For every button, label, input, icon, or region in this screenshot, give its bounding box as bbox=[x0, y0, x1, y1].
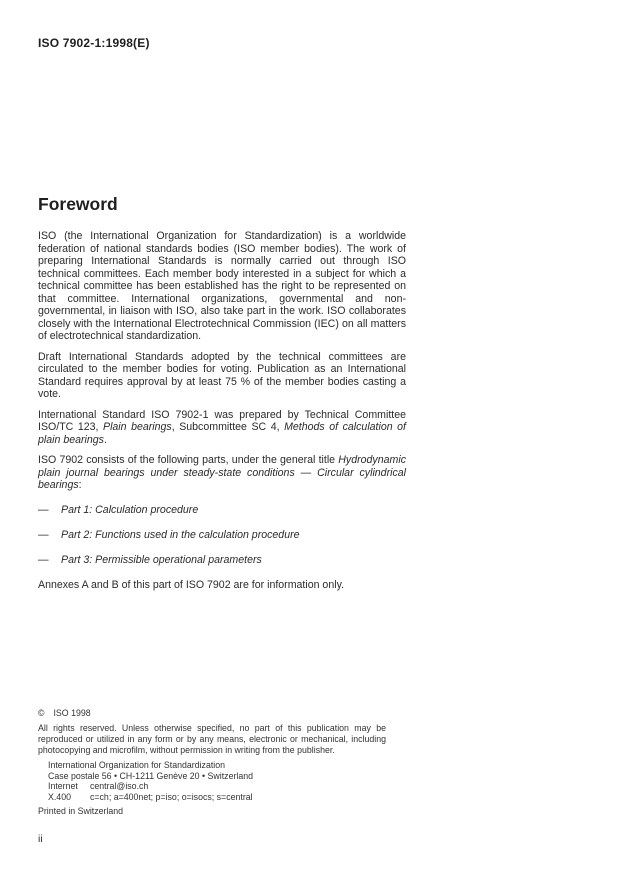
internet-contact-row bbox=[48, 781, 390, 792]
x400-label: X.400 bbox=[48, 792, 71, 803]
em-dash: — bbox=[38, 528, 49, 541]
part-title: Part 2: Functions used in the calculation procedure bbox=[61, 528, 300, 541]
list-item-part-2 bbox=[38, 529, 406, 542]
document-reference: ISO 7902-1:1998(E) bbox=[38, 36, 150, 50]
parts-list bbox=[38, 504, 406, 567]
publisher-organization: International Organization for Standardization bbox=[48, 759, 226, 770]
copyright-footer bbox=[38, 708, 390, 817]
foreword-paragraph-2: Draft International Standards adopted by the technical committees are circulated to the member bodies for voting. Publication as an International Standard requires approval by at least 75 % of the member bodies casting a vote. bbox=[38, 350, 406, 400]
foreword-paragraph-1: ISO (the International Organization for Standardization) is a worldwide federation of national standards bodies (ISO member bodies). The work of preparing International Standards is normally carried out through ISO technical committees. Each member body interested in a subject for which a technical committee has been established has the right to be represented on that committee. International organizations, governmental and non-governmental, in liaison with ISO, also take part in the work. ISO collaborates closely with the International Electrotechnical Commission (IEC) on all matters of electrotechnical standardization. bbox=[38, 230, 406, 342]
copyright-line bbox=[38, 708, 390, 719]
printed-in-note: Printed in Switzerland bbox=[38, 806, 124, 817]
paragraph-3-text: International Standard ISO 7902-1 was prepared by Technical Committee ISO/TC 123, bbox=[38, 408, 406, 433]
paragraph-3-text: , Subcommittee SC 4, bbox=[171, 421, 285, 433]
paragraph-3-text: . bbox=[103, 433, 107, 446]
paragraph-4-text: ISO 7902 consists of the following parts, under the general title bbox=[38, 454, 339, 466]
foreword-paragraph-4 bbox=[38, 454, 406, 492]
copyright-owner: ISO 1998 bbox=[53, 708, 91, 718]
x400-address: c=ch; a=400net; p=iso; o=isocs; s=central bbox=[90, 792, 253, 803]
list-item-part-1 bbox=[38, 504, 406, 517]
rights-statement: All rights reserved. Unless otherwise specified, no part of this publication may be reproduced or utilized in any form or by any means, electronic or mechanical, including photocopying and microfilm, without permission in writing from the publisher. bbox=[38, 722, 386, 755]
foreword-paragraph-3 bbox=[38, 409, 406, 447]
part-title: Part 1: Calculation procedure bbox=[61, 503, 199, 516]
series-title-italic: Hydrodynamic plain journal bearings under steady-state conditions — Circular cylindrical bearings bbox=[38, 454, 406, 491]
foreword-section bbox=[38, 194, 406, 591]
subcommittee-name-italic: Methods of calculation of plain bearings bbox=[38, 421, 407, 446]
foreword-title: Foreword bbox=[38, 194, 118, 214]
publisher-address-block bbox=[48, 760, 390, 804]
internet-label: Internet bbox=[48, 781, 78, 792]
publisher-postal-address: Case postale 56 • CH-1211 Genève 20 • Switzerland bbox=[48, 770, 254, 781]
em-dash: — bbox=[38, 503, 49, 516]
copyright-symbol: © bbox=[38, 708, 45, 718]
annex-note: Annexes A and B of this part of ISO 7902 are for information only. bbox=[38, 578, 345, 591]
page-number: ii bbox=[38, 833, 43, 845]
list-item-part-3 bbox=[38, 554, 406, 567]
part-title: Part 3: Permissible operational parameters bbox=[61, 553, 262, 566]
em-dash: — bbox=[38, 553, 49, 566]
x400-contact-row bbox=[48, 792, 390, 803]
internet-email: central@iso.ch bbox=[90, 781, 149, 792]
committee-name-italic: Plain bearings bbox=[103, 421, 172, 433]
paragraph-4-text: : bbox=[78, 479, 82, 491]
